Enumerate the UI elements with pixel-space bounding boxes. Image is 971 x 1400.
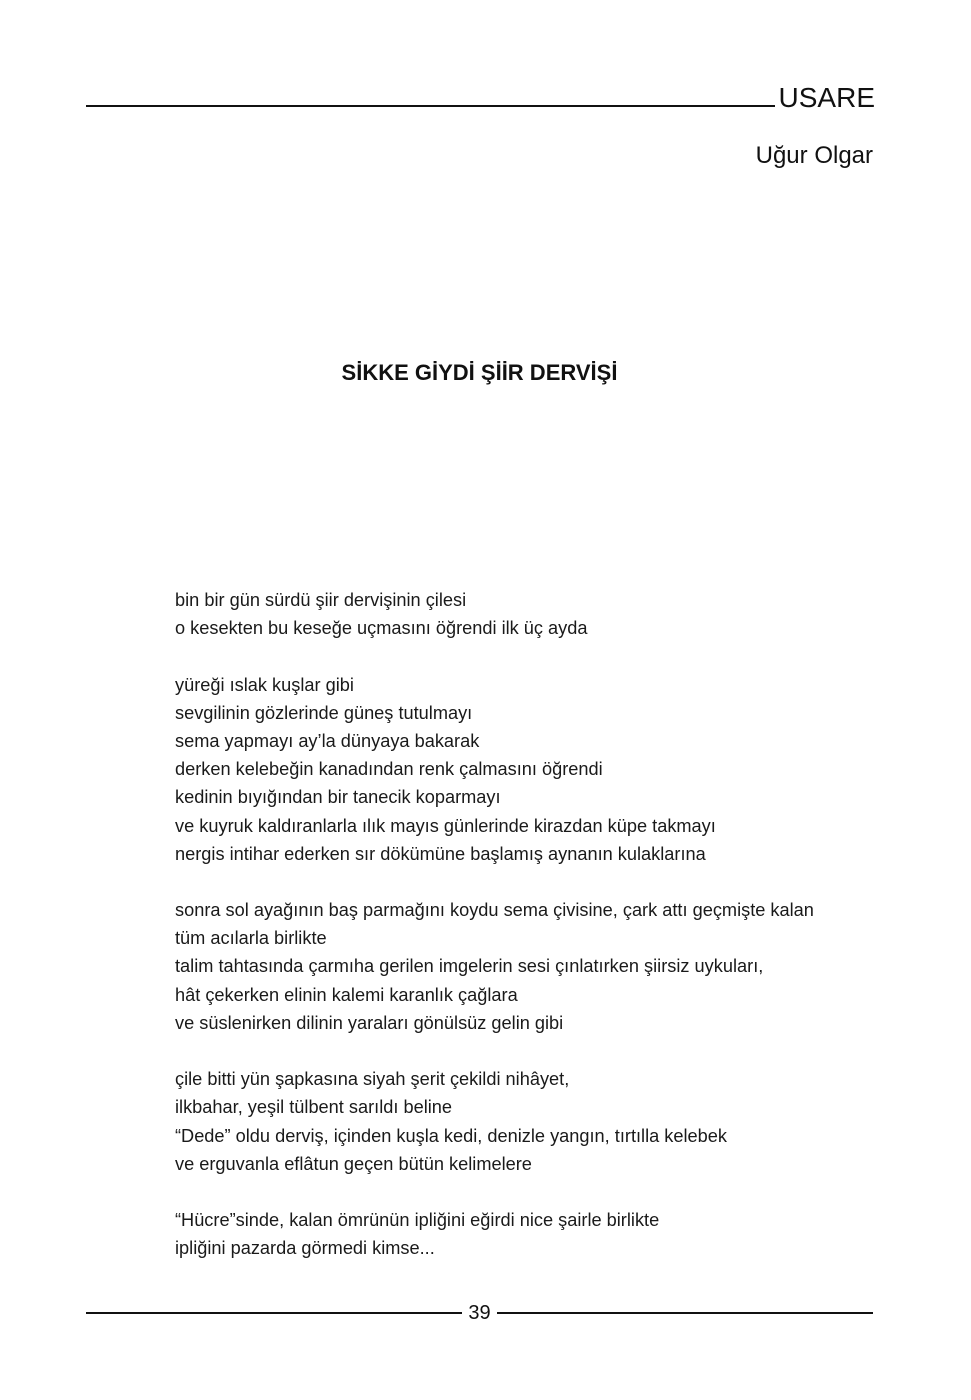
poem-line: “Hücre”sinde, kalan ömrünün ipliğini eğirdi nice şairle birlikte <box>175 1210 660 1231</box>
poem-line: ve süslenirken dilinin yaraları gönülsüz gelin gibi <box>175 1012 564 1033</box>
poem-line: sema yapmayı ay’la dünyaya bakarak <box>175 730 480 751</box>
stanza-1 <box>175 586 875 642</box>
poem-body <box>175 586 875 1263</box>
poem-line: çile bitti yün şapkasına siyah şerit çekildi nihâyet, <box>175 1069 570 1090</box>
poem-line: “Dede” oldu derviş, içinden kuşla kedi, denizle yangın, tırtılla kelebek <box>175 1125 727 1146</box>
poem-line: ve erguvanla eflâtun geçen bütün kelimelere <box>175 1153 532 1174</box>
poem-line: tüm acılarla birlikte <box>175 928 327 949</box>
poem-line: ve kuyruk kaldıranlarla ılık mayıs günlerinde kirazdan küpe takmayı <box>175 815 716 836</box>
poem-line: yüreği ıslak kuşlar gibi <box>175 674 354 695</box>
footer-rule-left <box>86 1312 462 1314</box>
page-number: 39 <box>468 1302 491 1324</box>
stanza-4 <box>175 1065 875 1178</box>
stanza-5 <box>175 1206 875 1262</box>
poem-line: derken kelebeğin kanadından renk çalmasını öğrendi <box>175 759 603 780</box>
poem-line: o kesekten bu keseğe uçmasını öğrendi ilk üç ayda <box>175 618 588 639</box>
poem-line: sevgilinin gözlerinde güneş tutulmayı <box>175 702 473 723</box>
poem-line: bin bir gün sürdü şiir dervişinin çilesi <box>175 590 467 610</box>
poem-line: ipliğini pazarda görmedi kimse... <box>175 1238 435 1259</box>
stanza-2 <box>175 671 875 868</box>
poem-line: ilkbahar, yeşil tülbent sarıldı beline <box>175 1097 453 1118</box>
stanza-3 <box>175 896 875 1037</box>
page-footer <box>86 1303 873 1323</box>
poem-line: kedinin bıyığından bir tanecik koparmayı <box>175 787 501 808</box>
author-name: Uğur Olgar <box>755 142 873 169</box>
poem-line: hât çekerken elinin kalemi karanlık çağlara <box>175 984 518 1005</box>
poem-line: talim tahtasında çarmıha gerilen imgelerin sesi çınlatırken şiirsiz uykuları, <box>175 956 764 977</box>
footer-rule-right <box>497 1312 873 1314</box>
poem-line: nergis intihar ederken sır dökümüne başlamış aynanın kulaklarına <box>175 843 706 864</box>
poem-line: sonra sol ayağının baş parmağını koydu sema çivisine, çark attı geçmişte kalan <box>175 900 814 921</box>
publication-name: USARE <box>778 82 875 113</box>
poem-title: SİKKE GİYDİ ŞİİR DERVİŞİ <box>341 360 618 385</box>
header-rule <box>86 105 775 107</box>
